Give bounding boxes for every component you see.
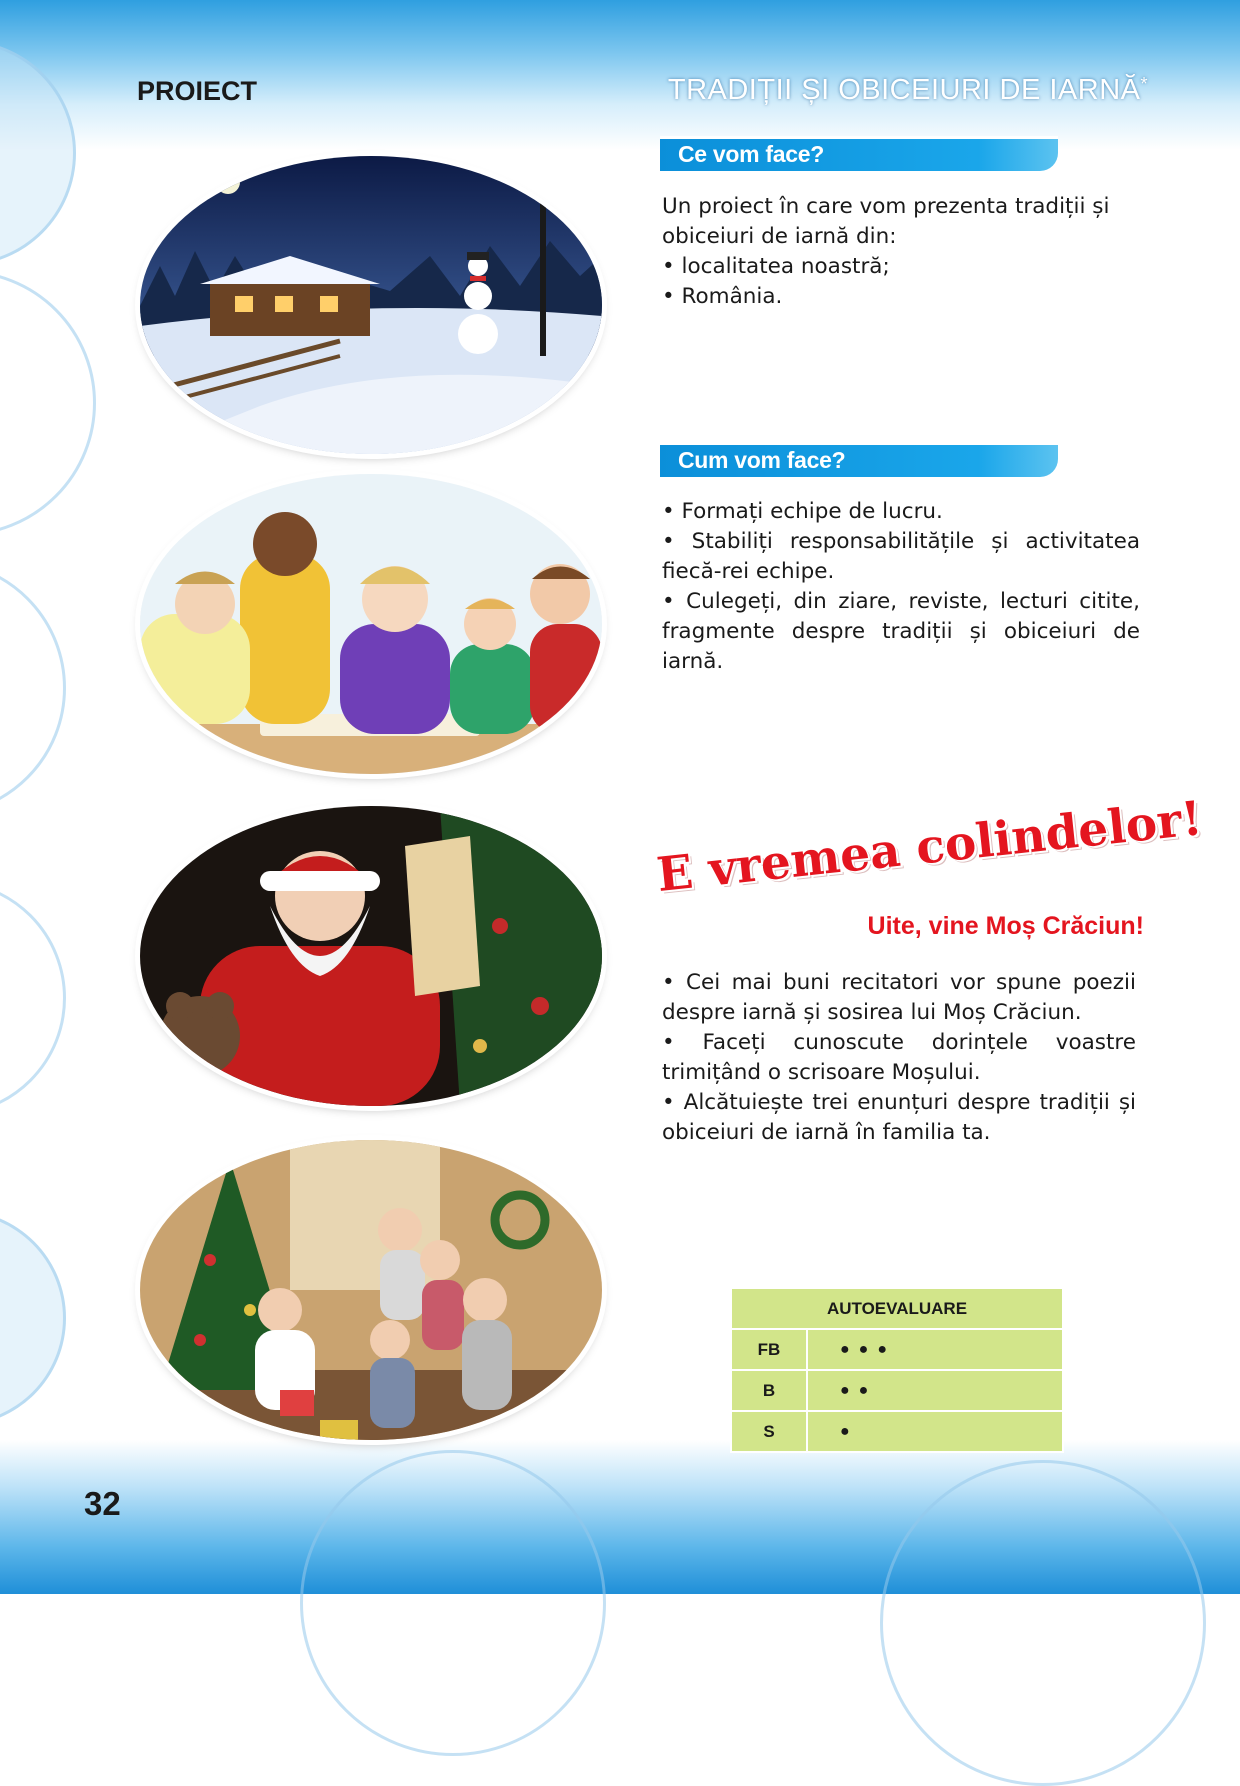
project-label: PROIECT [137,76,258,106]
decorative-circle [0,270,96,536]
decorative-circle [0,880,66,1116]
section-what-text [662,192,1132,312]
row-dots: ●●● [807,1329,1063,1370]
section-heading-how [660,442,1058,477]
section-heading-how-text: Cum vom face? [678,447,846,473]
list-item: • Faceți cunoscute dorințele voastre trimițând o scrisoare Moșului. [662,1030,1136,1085]
carol-title: E vremea colindelor! [654,791,1205,903]
row-dots: ●● [807,1370,1063,1411]
section-heading-what-text: Ce vom face? [678,141,824,167]
row-label: S [731,1411,807,1452]
list-item: • Stabiliți responsabilitățile și activitatea fiecă-rei echipe. [662,529,1140,584]
page-title [668,74,1148,107]
list-item: • Alcătuiește trei enunțuri despre tradiții și obiceiuri de iarnă în familia ta. [662,1090,1136,1145]
text-line: Un proiect în care vom prezenta tradiții și obiceiuri de iarnă din: [662,194,1110,249]
table-title: AUTOEVALUARE [731,1288,1063,1329]
list-item: • Cei mai buni recitatori vor spune poezii despre iarnă și sosirea lui Moș Crăciun. [662,970,1136,1025]
title-mark: * [1140,74,1148,94]
children-reading-photo [140,474,602,774]
carol-text [662,968,1136,1148]
section-heading-what [660,136,1058,171]
table-header-row [731,1288,1063,1329]
list-item: • Culegeți, din ziare, reviste, lecturi citite, fragmente despre tradiții și obiceiuri de iarnă. [662,589,1140,674]
carol-subtitle: Uite, vine Moș Crăciun! [867,912,1144,940]
list-item: • România. [662,284,783,309]
family-christmas-photo [140,1140,602,1440]
page-title-text: TRADIȚII ȘI OBICEIURI DE IARNĂ [667,74,1141,106]
row-label: B [731,1370,807,1411]
row-dots: ● [807,1411,1063,1452]
row-label: FB [731,1329,807,1370]
self-evaluation-table [730,1287,1064,1453]
page-number: 32 [84,1485,121,1522]
section-how-text [662,497,1140,677]
table-row [731,1411,1063,1452]
decorative-circle [0,1210,66,1426]
santa-claus-photo [140,806,602,1106]
decorative-circle [0,560,66,816]
list-item: • Formați echipe de lucru. [662,499,943,524]
table-row [731,1370,1063,1411]
list-item: • localitatea noastră; [662,254,890,279]
decorative-circle [300,1450,606,1756]
decorative-circle [880,1460,1206,1786]
winter-night-photo [140,156,602,454]
table-row [731,1329,1063,1370]
